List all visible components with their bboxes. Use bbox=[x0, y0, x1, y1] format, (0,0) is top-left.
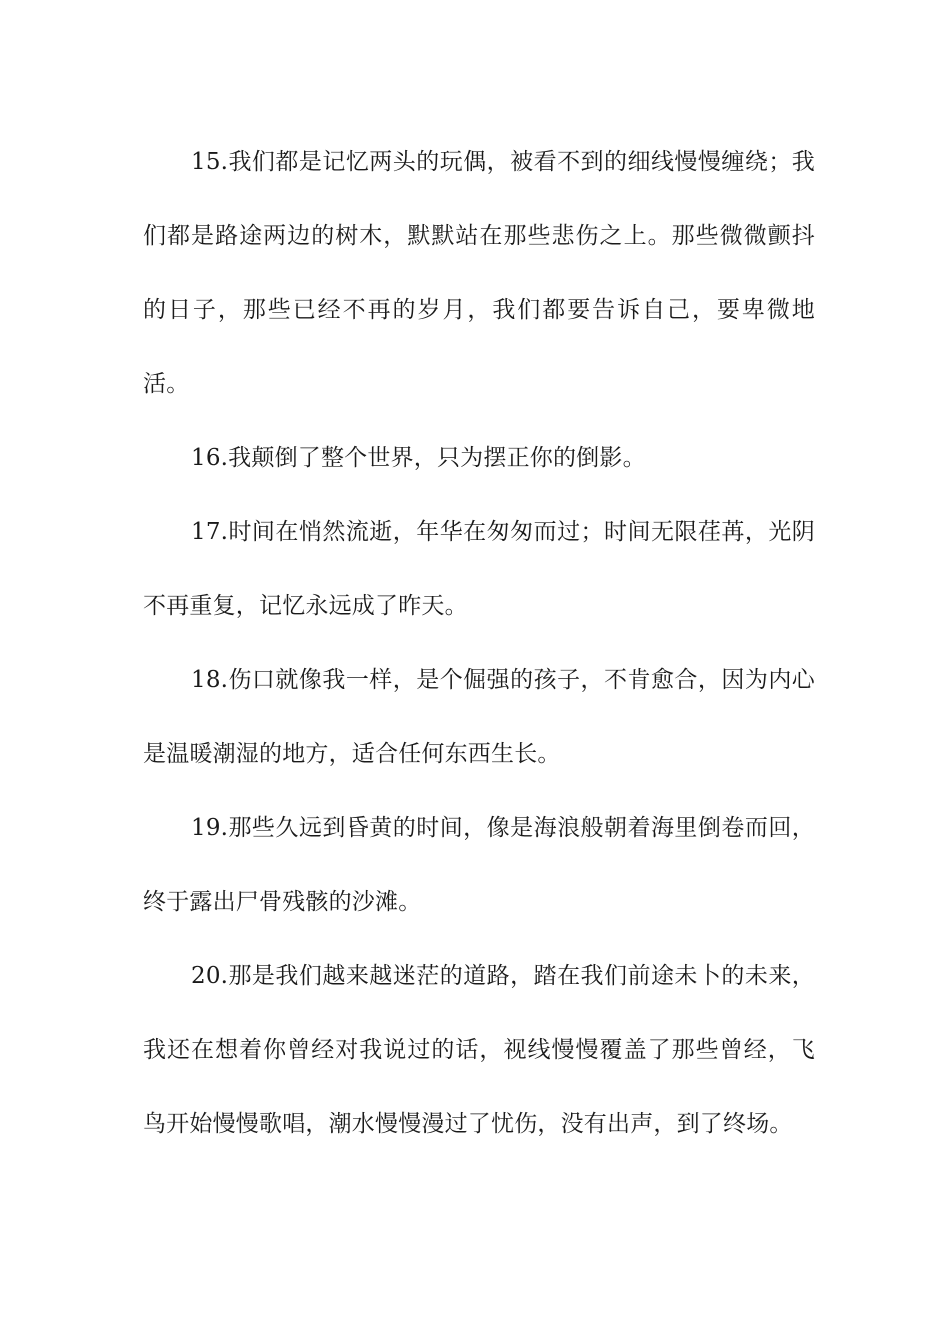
paragraph-19: 19.那些久远到昏黄的时间，像是海浪般朝着海里倒卷而回，终于露出尸骨残骸的沙滩。 bbox=[143, 815, 815, 915]
paragraph-20: 20.那是我们越来越迷茫的道路，踏在我们前途未卜的未来，我还在想着你曾经对我说过的话，视线慢慢覆盖了那些曾经，飞鸟开始慢慢歌唱，潮水慢慢漫过了忧伤，没有出声，到了终场。 bbox=[143, 963, 815, 1137]
document-body bbox=[143, 125, 815, 1161]
paragraph-15: 15.我们都是记忆两头的玩偶，被看不到的细线慢慢缠绕；我们都是路途两边的树木，默默站在那些悲伤之上。那些微微颤抖的日子，那些已经不再的岁月，我们都要告诉自己，要卑微地活。 bbox=[143, 149, 815, 397]
paragraph-17: 17.时间在悄然流逝，年华在匆匆而过；时间无限荏苒，光阴不再重复，记忆永远成了昨天。 bbox=[143, 519, 815, 619]
paragraph-16: 16.我颠倒了整个世界，只为摆正你的倒影。 bbox=[191, 445, 646, 471]
paragraph-18: 18.伤口就像我一样，是个倔强的孩子，不肯愈合，因为内心是温暖潮湿的地方，适合任何东西生长。 bbox=[143, 667, 815, 767]
